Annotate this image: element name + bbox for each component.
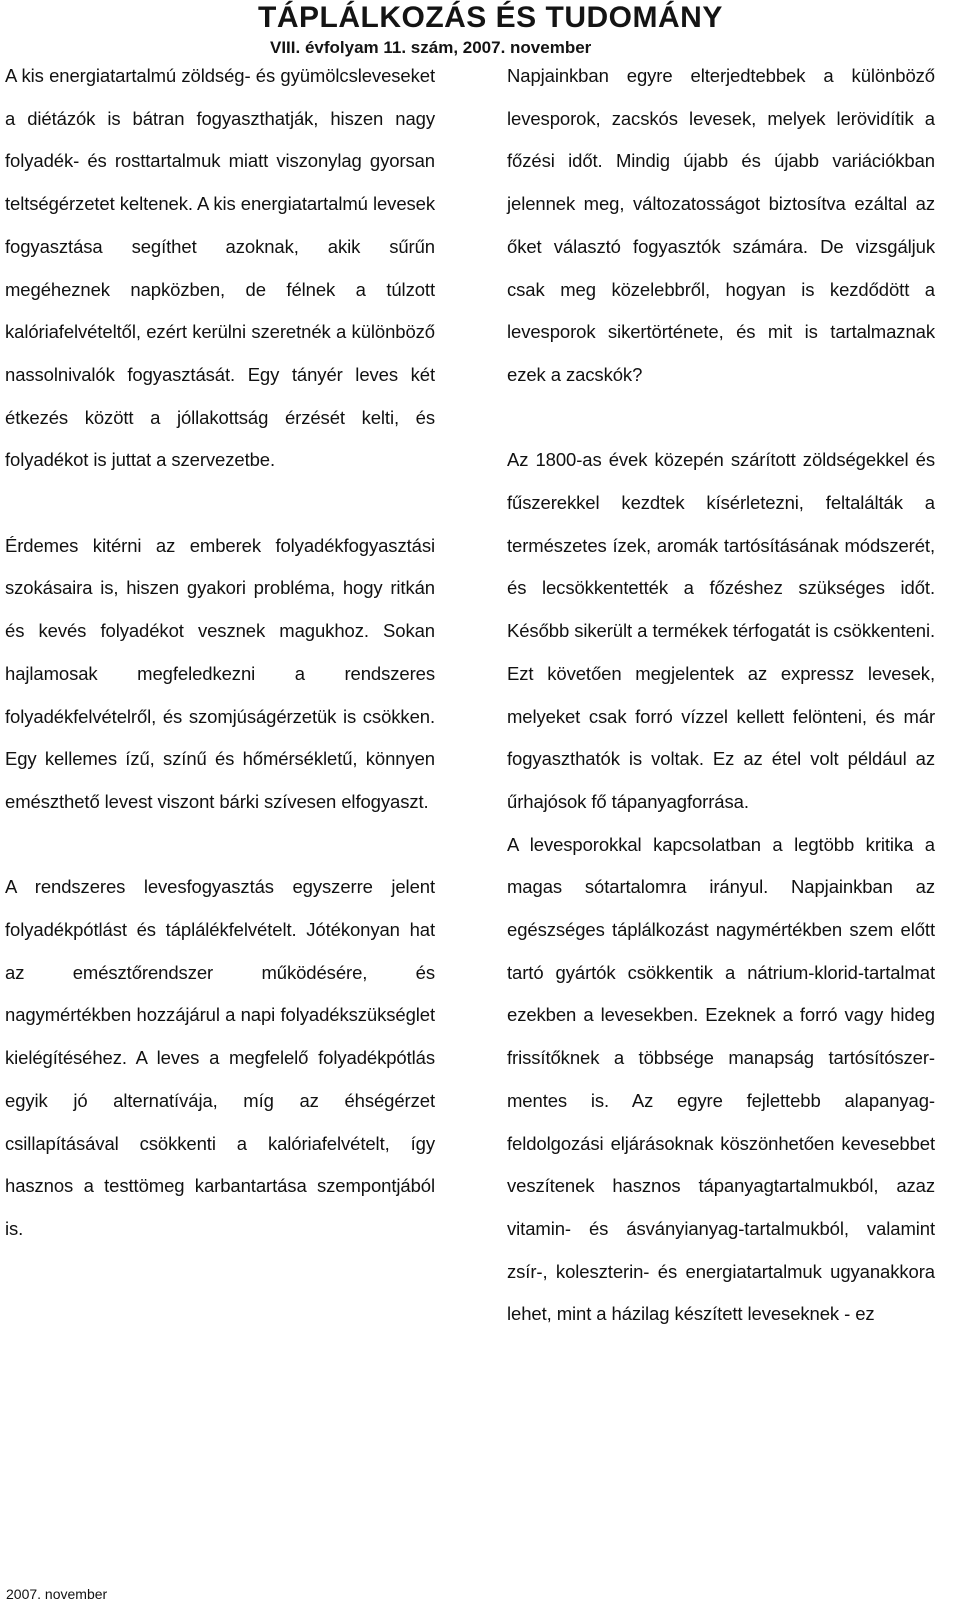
issue-info: VIII. évfolyam 11. szám, 2007. november: [270, 38, 592, 57]
footer-date: 2007. november: [6, 1586, 108, 1602]
right-paragraph-1: Napjainkban egyre elterjedtebbek a különböző levesporok, zacskós levesek, melyek lerövidítik a főzési időt. Mindig újabb és újabb variációkban jelennek meg, változatosságot biztosítva ezáltal az őket választó fogyasztók számára. De vizsgáljuk csak meg közelebbről, hogyan is kezdődött a levesporok sikertörténete, és mit is tartalmaznak ezek a zacskók?: [507, 65, 935, 385]
left-paragraph-2: Érdemes kitérni az emberek folyadékfogyasztási szokásaira is, hiszen gyakori probléma, hogy ritkán és kevés folyadékot vesznek magukhoz. Sokan hajlamosak megfeledkezni a rendszeres folyadékfelvételről, és szomjúságérzetük is csökken. Egy kellemes ízű, színű és hőmérsékletű, könnyen emészthető levest viszont bárki szívesen elfogyaszt.: [5, 534, 435, 812]
right-paragraph-2: Az 1800-as évek közepén szárított zöldségekkel és fűszerekkel kezdtek kísérletezni, feltalálták a természetes ízek, aromák tartósításának módszerét, és lecsökkentették a főzéshez szükséges időt. Később sikerült a termékek térfogatát is csökkenteni. Ezt követően megjelentek az expressz levesek, melyeket csak forró vízzel kellett felönteni, és már fogyaszthatók is voltak. Ez az étel volt például az űrhajósok fő tápanyagforrása.: [507, 449, 935, 812]
right-column: [507, 55, 935, 1336]
paragraph-spacer: [507, 397, 935, 440]
paragraph-spacer: [5, 824, 435, 867]
right-paragraph-3: A levesporokkal kapcsolatban a legtöbb kritika a magas sótartalomra irányul. Napjainkban az egészséges táplálkozást nagymértékben szem előtt tartó gyártók csökkentik a nátrium-klorid-tartalmat ezekben a levesekben. Ezeknek a forró vagy hideg frissítőknek a többsége manapság tartósítószer-mentes is. Az egyre fejlettebb alapanyag-feldolgozási eljárásoknak köszönhetően kevesebbet veszítenek hasznos tápanyagtartalmukból, azaz vitamin- és ásványianyag-tartalmukból, valamint zsír-, koleszterin- és energiatartalmuk ugyanakkora lehet, mint a házilag készített leveseknek - ez: [507, 833, 935, 1325]
left-paragraph-3: A rendszeres levesfogyasztás egyszerre jelent folyadékpótlást és táplálékfelvételt. Jótékonyan hat az emésztőrendszer működésére, és nagymértékben hozzájárul a napi folyadékszükséglet kielégítéséhez. A leves a megfelelő folyadékpótlás egyik jó alternatívája, míg az éhségérzet csillapításával csökkenti a kalóriafelvételt, így hasznos a testtömeg karbantartása szempontjából is.: [5, 876, 435, 1239]
left-paragraph-1: A kis energiatartalmú zöldség- és gyümölcsleveseket a diétázók is bátran fogyaszthatják, hiszen nagy folyadék- és rosttartalmuk miatt viszonylag gyorsan teltségérzetet keltenek. A kis energiatartalmú levesek fogyasztása segíthet azoknak, akik sűrűn megéheznek napközben, de félnek a túlzott kalóriafelvételtől, ezért kerülni szeretnék a különböző nassolnivalók fogyasztását. Egy tányér leves két étkezés között a jóllakottság érzését kelti, és folyadékot is juttat a szervezetbe.: [5, 65, 435, 471]
journal-title: TÁPLÁLKOZÁS ÉS TUDOMÁNY: [258, 1, 723, 34]
left-column: [5, 55, 435, 1251]
paragraph-spacer: [5, 482, 435, 525]
